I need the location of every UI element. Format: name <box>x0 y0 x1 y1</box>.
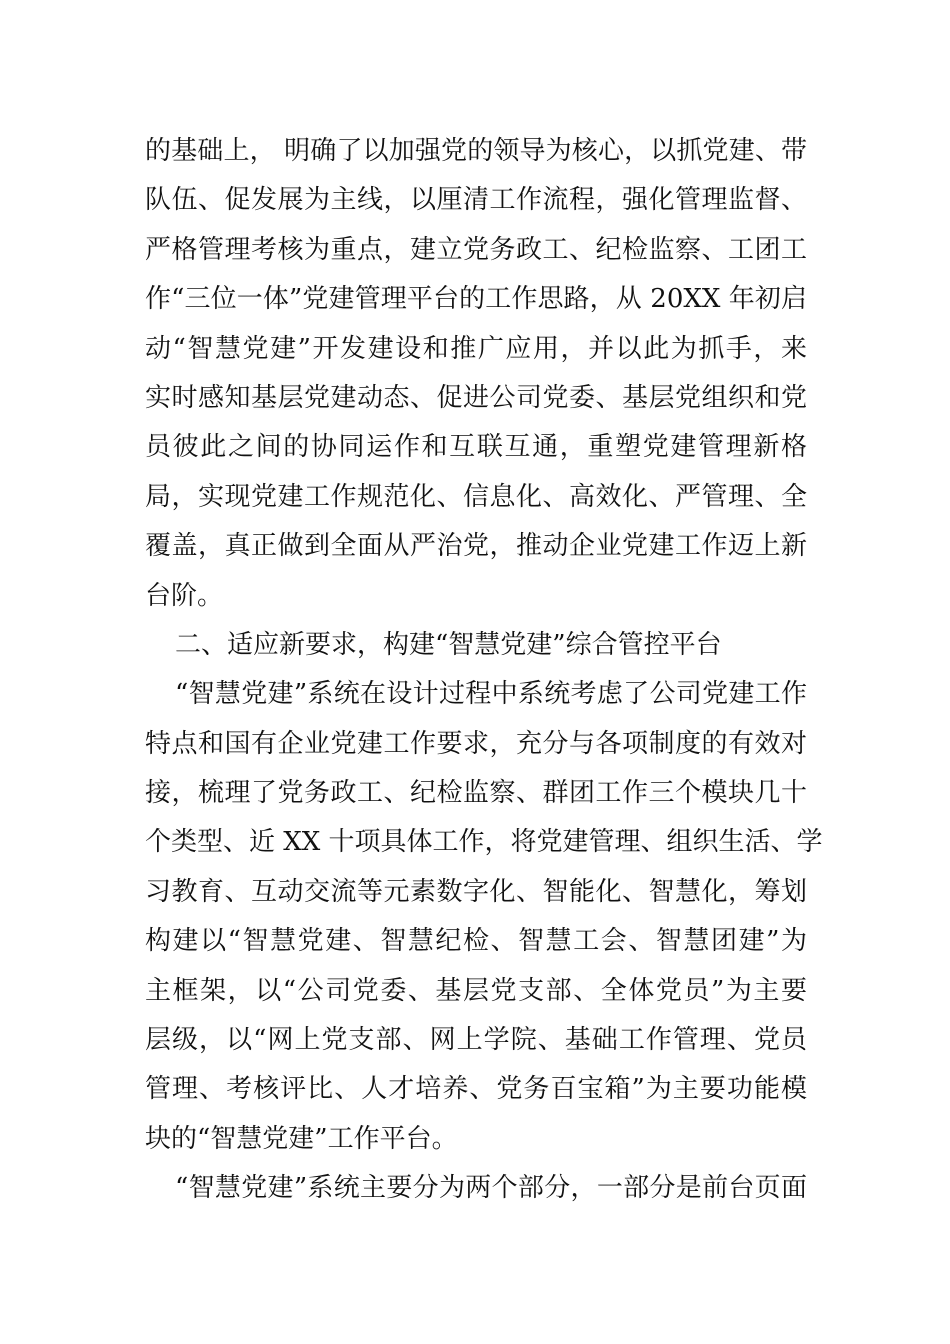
text-line: 员彼此之间的协同运作和互联互通，重塑党建管理新格 <box>145 432 807 463</box>
text-line: 习教育、互动交流等元素数字化、智能化、智慧化，筹划 <box>145 876 807 907</box>
text-line: 实时感知基层党建动态、促进公司党委、基层党组织和党 <box>145 382 807 413</box>
text-line: 覆盖，真正做到全面从严治党，推动企业党建工作迈上新 <box>145 531 807 562</box>
text-line: 动“智慧党建”开发建设和推广应用，并以此为抓手，来 <box>145 333 807 364</box>
text-line: 二、适应新要求，构建“智慧党建”综合管控平台 <box>175 629 722 660</box>
text-line: 个类型、近 XX 十项具体工作，将党建管理、组织生活、学 <box>145 827 823 858</box>
text-line: 接，梳理了党务政工、纪检监察、群团工作三个模块几十 <box>145 778 807 809</box>
text-line: 层级，以“网上党支部、网上学院、基础工作管理、党员 <box>145 1025 807 1056</box>
text-line: 队伍、促发展为主线，以厘清工作流程，强化管理监督、 <box>145 185 807 216</box>
text-line: 作“三位一体”党建管理平台的工作思路，从 20XX 年初启 <box>145 284 807 315</box>
text-line: 块的“智慧党建”工作平台。 <box>145 1123 458 1154</box>
document-body <box>145 127 823 1214</box>
text-line: 管理、考核评比、人才培养、党务百宝箱”为主要功能模 <box>145 1074 807 1105</box>
text-line: “智慧党建”系统主要分为两个部分，一部分是前台页面 <box>175 1173 807 1204</box>
text-line: 台阶。 <box>145 580 224 611</box>
text-line: 主框架，以“公司党委、基层党支部、全体党员”为主要 <box>145 975 807 1006</box>
text-line: “智慧党建”系统在设计过程中系统考虑了公司党建工作 <box>175 679 807 710</box>
text-line: 局，实现党建工作规范化、信息化、高效化、严管理、全 <box>145 481 807 512</box>
text-line: 构建以“智慧党建、智慧纪检、智慧工会、智慧团建”为 <box>145 926 807 957</box>
text-line: 严格管理考核为重点，建立党务政工、纪检监察、工团工 <box>145 234 807 265</box>
text-line: 的基础上， 明确了以加强党的领导为核心，以抓党建、带 <box>145 136 807 166</box>
text-line: 特点和国有企业党建工作要求，充分与各项制度的有效对 <box>145 728 807 759</box>
